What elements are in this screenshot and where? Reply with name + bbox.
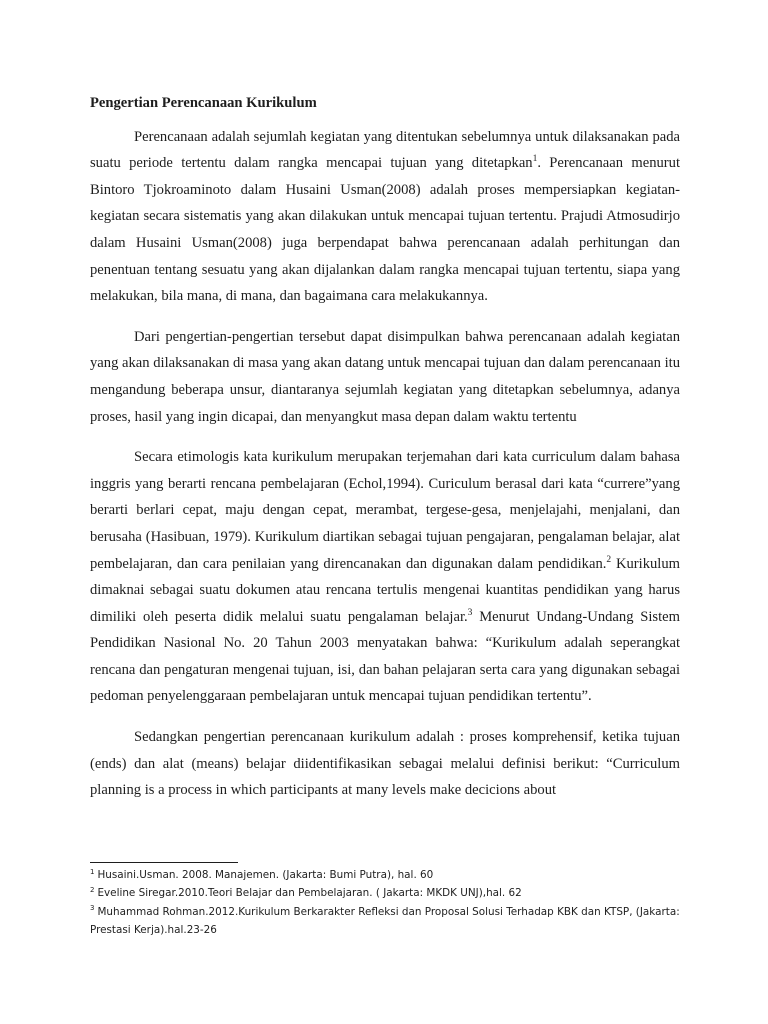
paragraph-1-text-a: Perencanaan adalah sejumlah kegiatan yang ditentukan sebelumnya untuk dilaksanakan pada suatu periode tertentu dalam rangka mencapai tujuan yang ditetapkan <box>90 128 680 172</box>
footnote-text-3: Muhammad Rohman.2012.Kurikulum Berkarakter Refleksi dan Proposal Solusi Terhadap KBK dan KTSP, (Jakarta: Prestasi Kerja).hal.23-26 <box>90 905 680 937</box>
paragraph-1-text-b: . Perencanaan menurut Bintoro Tjokroaminoto dalam Husaini Usman(2008) adalah proses mempersiapkan kegiatan-kegiatan secara sistematis yang akan dilakukan untuk mencapai tujuan tertentu. Prajudi Atmosudirjo dalam Husaini Usman(2008) juga berpendapat bahwa perencanaan adalah perhitungan dan penentuan tentang sesuatu yang akan dijalankan dalam rangka mencapai tujuan tertentu, siapa yang melakukan, bila mana, di mana, dan bagaimana cara melakukannya. <box>90 155 680 305</box>
footnote-2 <box>90 884 680 902</box>
footnote-text-2: Eveline Siregar.2010.Teori Belajar dan Pembelajaran. ( Jakarta: MKDK UNJ),hal. 62 <box>97 887 522 900</box>
section-heading: Pengertian Perencanaan Kurikulum <box>90 95 317 111</box>
footnote-separator <box>90 862 238 863</box>
paragraph-3-text-b: Kurikulum dimaknai sebagai suatu dokumen atau rencana tertulis mengenai kuantitas pendidikan yang harus dimiliki oleh peserta didik melalui suatu pengalaman belajar. <box>90 555 680 625</box>
paragraph-3-text-c: Menurut Undang-Undang Sistem Pendidikan Nasional No. 20 Tahun 2003 menyatakan bahwa: “Kurikulum adalah seperangkat rencana dan pengaturan mengenai tujuan, isi, dan bahan pelajaran serta cara yang digunakan sebagai pedoman penyelenggaraan pembelajaran untuk mencapai tujuan pendidikan tertentu”. <box>90 608 680 705</box>
footnote-3 <box>90 903 680 940</box>
paragraph-1 <box>90 124 680 310</box>
paragraph-4: Sedangkan pengertian perencanaan kurikulum adalah : proses komprehensif, ketika tujuan (ends) dan alat (means) belajar diidentifikasikan sebagai melalui definisi berikut: “Curriculum planning is a process in which participants at many levels make decicions about <box>90 729 680 799</box>
paragraph-3 <box>90 444 680 710</box>
footnote-text-1: Husaini.Usman. 2008. Manajemen. (Jakarta: Bumi Putra), hal. 60 <box>97 869 434 881</box>
paragraph-3-text-a: Secara etimologis kata kurikulum merupakan terjemahan dari kata curriculum dalam bahasa inggris yang berarti rencana pembelajaran (Echol,1994). Curiculum berasal dari kata “currere”yang berarti berlari cepat, maju dengan cepat, merambat, tergese-gesa, menjelajahi, menjalani, dan berusaha (Hasibuan, 1979). Kurikulum diartikan sebagai tujuan pengajaran, pengalaman belajar, alat pembelajaran, dan cara penilaian yang direncanakan dan digunakan dalam pendidikan. <box>90 449 680 572</box>
footnote-reference-2[interactable]: 2 <box>606 554 612 565</box>
footnote-reference-3[interactable]: 3 <box>467 607 473 618</box>
document-body <box>90 90 680 818</box>
footnote-reference-1[interactable]: 1 <box>532 154 538 165</box>
footnote-number-2: 2 <box>90 885 95 894</box>
paragraph-2: Dari pengertian-pengertian tersebut dapat disimpulkan bahwa perencanaan adalah kegiatan yang akan dilaksanakan di masa yang akan datang untuk mencapai tujuan dan dalam perencanaan itu mengandung beberapa unsur, diantaranya sejumlah kegiatan yang ditetapkan sebelumnya, adanya proses, hasil yang ingin dicapai, dan menyangkut masa depan dalam waktu tertentu <box>90 328 681 425</box>
footnote-number-1: 1 <box>90 867 95 876</box>
footnote-number-3: 3 <box>90 904 95 913</box>
footnotes <box>90 866 680 940</box>
footnote-1 <box>90 866 680 884</box>
